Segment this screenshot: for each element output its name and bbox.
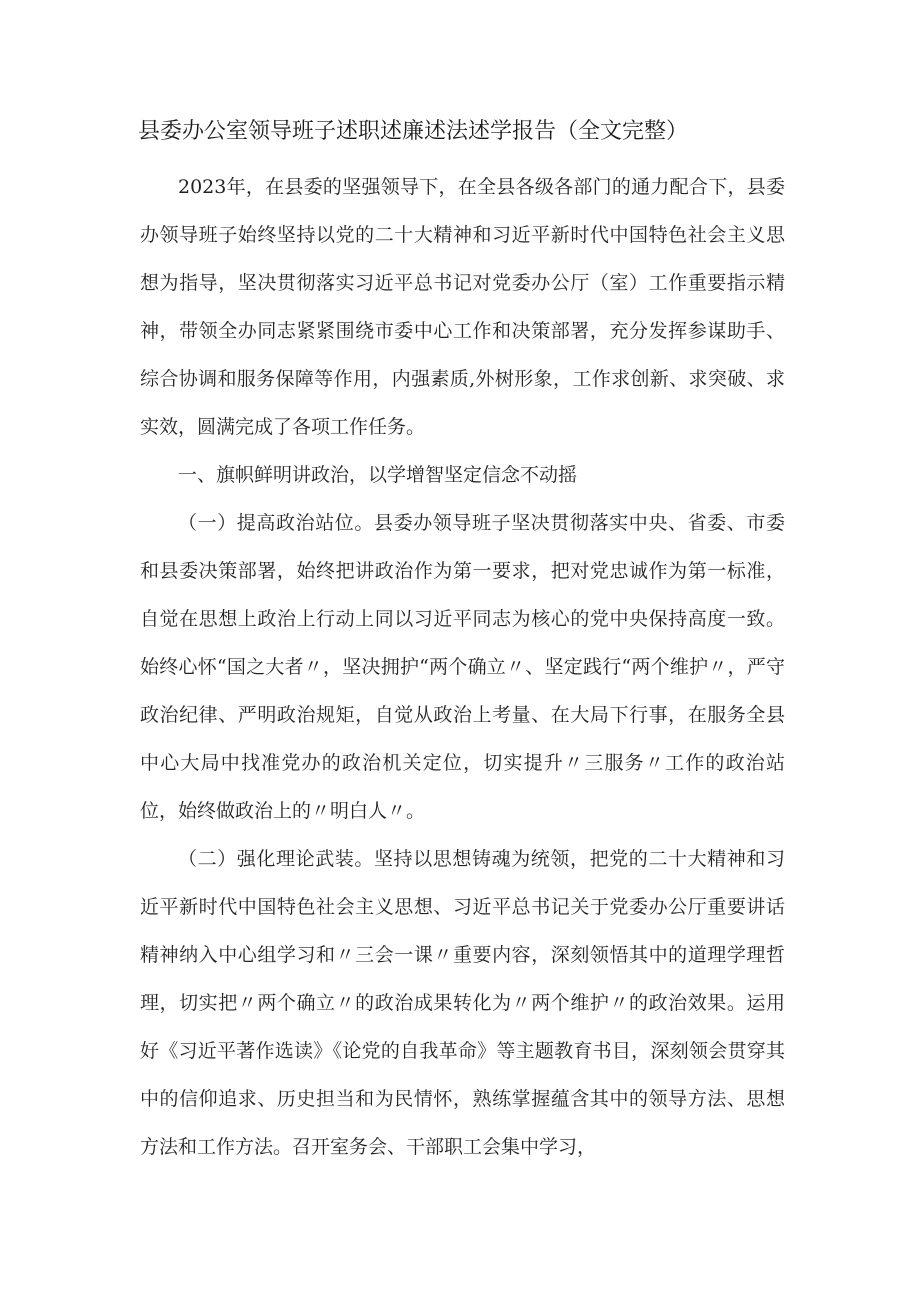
intro-paragraph: 2023年，在县委的坚强领导下，在全县各级各部门的通力配合下，县委办领导班子始终坚持以党的二十大精神和习近平新时代中国特色社会主义思想为指导，坚决贯彻落实习近平总书记对党委办公厅（室）工作重要指示精神，带领全办同志紧紧围绕市委中心工作和决策部署，充分发挥参谋助手、综合协调和服务保障等作用，内强素质,外树形象，工作求创新、求突破、求实效，圆满完成了各项工作任务。 <box>140 176 785 438</box>
subsection-1-paragraph: （一）提高政治站位。县委办领导班子坚决贯彻落实中央、省委、市委和县委决策部署，始终把讲政治作为第一要求，把对党忠诚作为第一标准，自觉在思想上政治上行动上同以习近平同志为核心的党中央保持高度一致。始终心怀“国之大者〃，坚决拥护“两个确立〃、坚定践行“两个维护〃，严守政治纪律、严明政治规矩，自觉从政治上考量、在大局下行事，在服务全县中心大局中找准党办的政治机关定位，切实提升〃三服务〃工作的政治站位，始终做政治上的〃明白人〃。 <box>140 512 785 822</box>
document-title: 县委办公室领导班子述职述廉述法述学报告（全文完整） <box>138 119 689 144</box>
subsection-2-paragraph: （二）强化理论武装。坚持以思想铸魂为统领，把党的二十大精神和习近平新时代中国特色社会主义思想、习近平总书记关于党委办公厅重要讲话精神纳入中心组学习和〃三会一课〃重要内容，深刻领悟其中的道理学理哲理，切实把〃两个确立〃的政治成果转化为〃两个维护〃的政治效果。运用好《习近平著作选读》《论党的自我革命》等主题教育书目，深刻领会贯穿其中的信仰追求、历史担当和为民情怀，熟练掌握蕴含其中的领导方法、思想方法和工作方法。召开室务会、干部职工会集中学习， <box>140 848 785 1158</box>
section-heading-1: 一、旗帜鲜明讲政治，以学增智坚定信念不动摇 <box>178 464 578 486</box>
document-body <box>140 163 785 1171</box>
